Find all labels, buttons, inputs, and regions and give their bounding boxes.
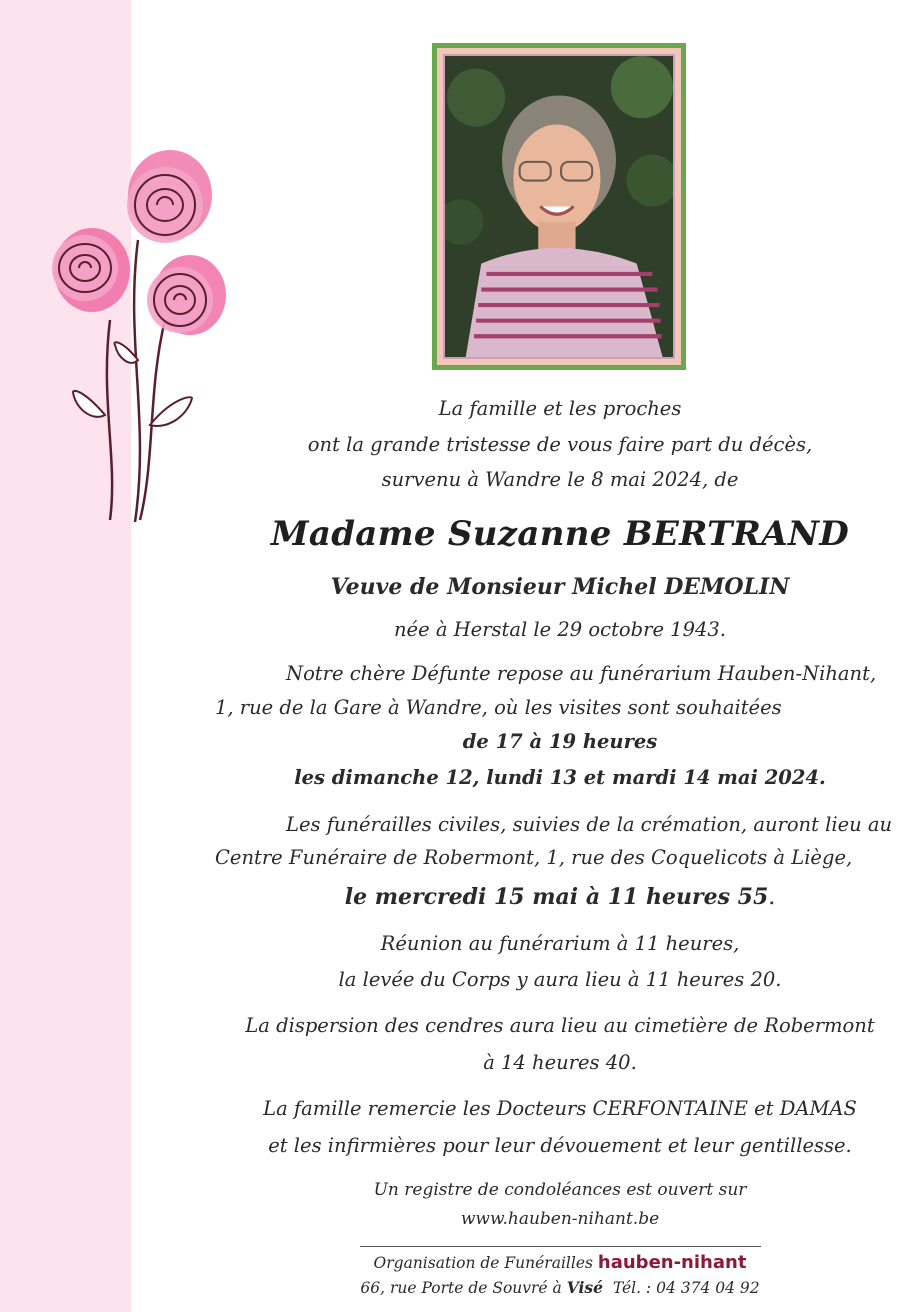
funeral-line-1: Les funérailles civiles, suivies de la crémation, auront lieu au [286,813,893,836]
register-line: Un registre de condoléances est ouvert sur [373,1180,747,1200]
deceased-name: Madame Suzanne BERTRAND [270,514,850,554]
funeral-date-suffix: . [768,885,776,910]
ashes-line-1: La dispersion des cendres aura lieu au cimetière de Robermont [245,1014,875,1037]
meeting-line-2: la levée du Corps y aura lieu à 11 heures 20. [338,968,782,991]
footer-divider [360,1246,761,1247]
visitation-dates: les dimanche 12, lundi 13 et mardi 14 mai 2024. [294,766,826,789]
birth-line: née à Herstal le 29 octobre 1943. [393,618,727,641]
visitation-line-2: 1, rue de la Gare à Wandre, où les visites sont souhaitées [215,696,782,719]
footer-address [160,1278,918,1297]
photo-frame [432,43,686,370]
register-url[interactable]: www.hauben-nihant.be [460,1209,660,1229]
footer-org-label: Organisation de Funérailles [373,1254,593,1272]
thanks-line-1: La famille remercie les Docteurs CERFONTAINE et DAMAS [263,1097,857,1120]
funeral-date-wrap [160,884,918,910]
footer-address-text: 66, rue Porte de Souvré à [360,1279,562,1297]
visitation-line-1: Notre chère Défunte repose au funérarium Hauben-Nihant, [286,662,877,685]
brand-logo: hauben-nihant [597,1252,747,1273]
announcement-line-1: La famille et les proches [438,397,682,420]
funeral-line-2: Centre Funéraire de Robermont, 1, rue des Coquelicots à Liège, [215,846,853,869]
thanks-line-2: et les infirmières pour leur dévouement et leur gentillesse. [268,1134,852,1157]
announcement-line-2: ont la grande tristesse de vous faire part du décès, [307,433,813,456]
visitation-hours: de 17 à 19 heures [462,730,658,753]
announcement-line-3: survenu à Wandre le 8 mai 2024, de [381,468,739,491]
footer-org [160,1252,918,1273]
footer-city: Visé [566,1278,603,1297]
portrait-photo [445,56,673,357]
meeting-line-1: Réunion au funérarium à 11 heures, [380,932,740,955]
footer-phone: Tél. : 04 374 04 92 [612,1279,760,1297]
funeral-date: le mercredi 15 mai à 11 heures 55 [344,884,769,910]
spouse-line: Veuve de Monsieur Michel DEMOLIN [330,574,790,600]
ashes-line-2: à 14 heures 40. [483,1051,637,1074]
